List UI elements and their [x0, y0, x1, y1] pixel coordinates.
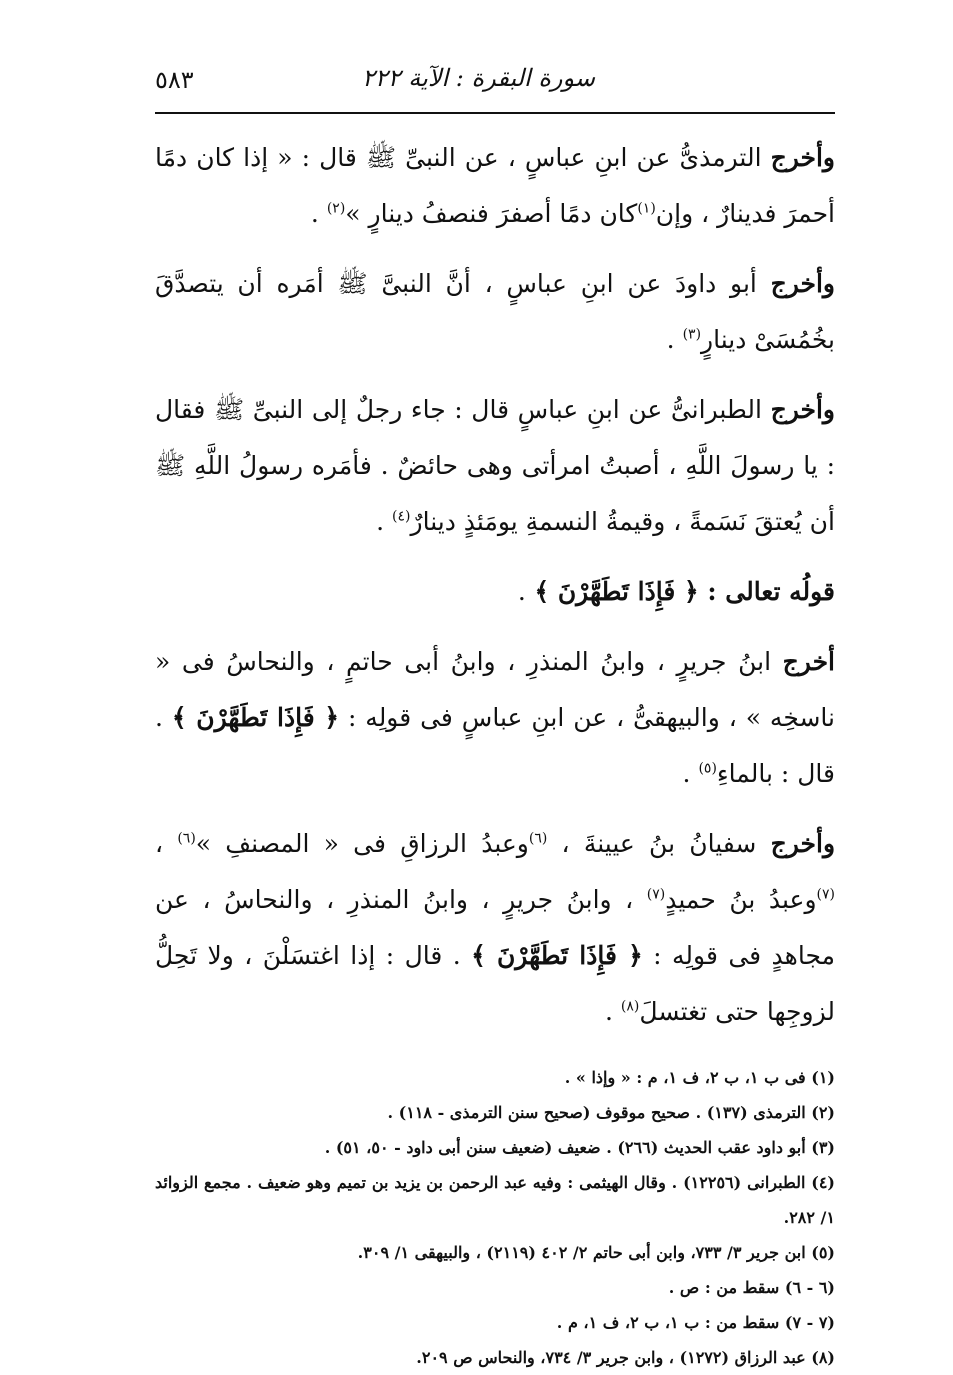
paragraph-text: . — [517, 577, 526, 606]
paragraph-text: الطبرانىُّ عن ابنِ عباسٍ قال : جاء رجلٌ إلى النبىِّ ﷺ فقال : يا رسولَ اللَّهِ ، أصبتُ امرأتى وهى حائضٌ . فأمَره رسولُ اللَّهِ ﷺ أن يُعتقَ نَسَمةً ، وقيمةُ النسمةِ يومَئذٍ دينارٌ — [155, 395, 835, 536]
quran-verse: ﴿ فَإِذَا تَطَهَّرْنَ ﴾ — [471, 941, 643, 970]
footnote-ref: (٢) — [326, 200, 346, 217]
footnote-6: (٦ - ٦) سقط من : ص . — [668, 1278, 835, 1297]
footnote-8: (٨) عبد الرزاق (١٢٧٢) ، وابن جرير ٣/ ٧٣٤، والنحاس ص ٢٠٩. — [416, 1348, 835, 1367]
footnote-3: (٣) أبو داود عقب الحديث (٢٦٦) . ضعيف (ضعيف سنن أبى داود - ٥٠، ٥١) . — [324, 1138, 835, 1157]
footnote-1: (١) فى ب ١، ب ٢، ف ١، م : « وإذا » . — [564, 1068, 835, 1087]
paragraph-text: الترمذىُّ عن ابنِ عباسٍ ، عن النبىِّ ﷺ قال : « إذا كان دمًا أحمرَ فدينارٌ ، وإن — [155, 143, 835, 228]
footnote-2: (٢) الترمذى (١٣٧) . صحيح موقوف (صحيح سنن الترمذى - ١١٨) . — [387, 1103, 835, 1122]
footnote-4: (٤) الطبرانى (١٢٢٥٦) . وقال الهيثمى : وفيه عبد الرحمن بن يزيد بن تميم وهو ضعيف . مجمع الزوائد ١/ ٢٨٢. — [155, 1173, 835, 1227]
paragraph-text: سفيانُ بنُ عيينةَ ، — [547, 829, 771, 858]
paragraph-5 — [155, 634, 835, 802]
paragraph-lead: وأخرج — [770, 829, 836, 858]
footnote-ref: (٥) — [698, 760, 717, 777]
paragraph-text: . — [376, 507, 393, 536]
paragraph-text: . — [666, 325, 683, 354]
footnotes — [155, 1060, 835, 1375]
paragraph-lead: وأخرج — [770, 395, 835, 424]
footnote-ref: (٨) — [620, 998, 640, 1015]
footnote-ref: (٦) — [528, 830, 548, 847]
page — [155, 50, 835, 1375]
paragraph-text: . قال : بالماءِ — [155, 703, 835, 788]
paragraph-text: ابنُ جريرٍ ، وابنُ المنذرِ ، وابنُ أبى حاتمٍ ، والنحاسُ فى « ناسخِه » ، والبيهقىُّ ، عن ابنِ عباسٍ فى قولِه : — [155, 647, 835, 732]
paragraph-lead: وأخرج — [770, 143, 835, 172]
page-number: ٥٨٣ — [155, 66, 194, 94]
paragraph-text: وعبدُ الرزاقِ فى « المصنفِ » — [195, 829, 529, 858]
paragraph-3 — [155, 382, 835, 550]
quran-verse: ﴿ فَإِذَا تَطَهَّرْنَ ﴾ — [525, 577, 708, 606]
footnote-5: (٥) ابن جرير ٣/ ٧٣٣، وابن أبى حاتم ٢/ ٤٠٢ (٢١١٩) ، والبيهقى ١/ ٣٠٩. — [357, 1243, 835, 1262]
paragraph-text: . — [605, 997, 621, 1026]
paragraph-text: . — [310, 199, 327, 228]
running-title: سورة البقرة : الآية ٢٢٢ — [361, 64, 595, 92]
running-head — [155, 50, 835, 114]
verse-heading — [155, 564, 835, 620]
footnote-7: (٧ - ٧) سقط من : ب ١، ب ٢، ف ١، م . — [556, 1313, 835, 1332]
paragraph-6 — [155, 816, 835, 1040]
paragraph-text: وعبدُ بنُ حميدٍ — [665, 885, 817, 914]
footnote-ref: (١) — [637, 200, 656, 217]
paragraph-text: . — [682, 759, 699, 788]
paragraph-1 — [155, 130, 835, 242]
paragraph-text: . قال : إذا اغتسَلْنَ ، ولا تَحِلُّ لزوجِها حتى تغتسلَ — [155, 941, 835, 1026]
quran-verse: ﴿ فَإِذَا تَطَهَّرْنَ ﴾ — [171, 703, 340, 732]
paragraph-lead: وأخرج — [770, 269, 835, 298]
footnote-ref: (٧) — [816, 886, 835, 903]
paragraph-2 — [155, 256, 835, 368]
paragraph-text: أبو داودَ عن ابنِ عباسٍ ، أنَّ النبىَّ ﷺ أمَره أن يتصدَّقَ بخُمُسَىْ دينارٍ — [155, 269, 835, 354]
footnote-ref: (٧) — [646, 886, 666, 903]
footnote-ref: (٣) — [682, 326, 702, 343]
footnote-ref: (٤) — [392, 508, 411, 525]
paragraph-text: ، — [155, 829, 178, 858]
footnote-ref: (٦) — [177, 830, 196, 847]
paragraph-text: ، وابنُ جريرٍ ، وابنُ المنذرِ ، والنحاسُ ، عن مجاهدٍ فى قولِه : — [155, 885, 835, 970]
verse-heading-lead: قولُه تعالى : — [707, 577, 835, 606]
paragraph-lead: أخرج — [782, 647, 835, 676]
paragraph-text: كان دمًا أصفرَ فنصفُ دينارٍ » — [345, 199, 638, 228]
